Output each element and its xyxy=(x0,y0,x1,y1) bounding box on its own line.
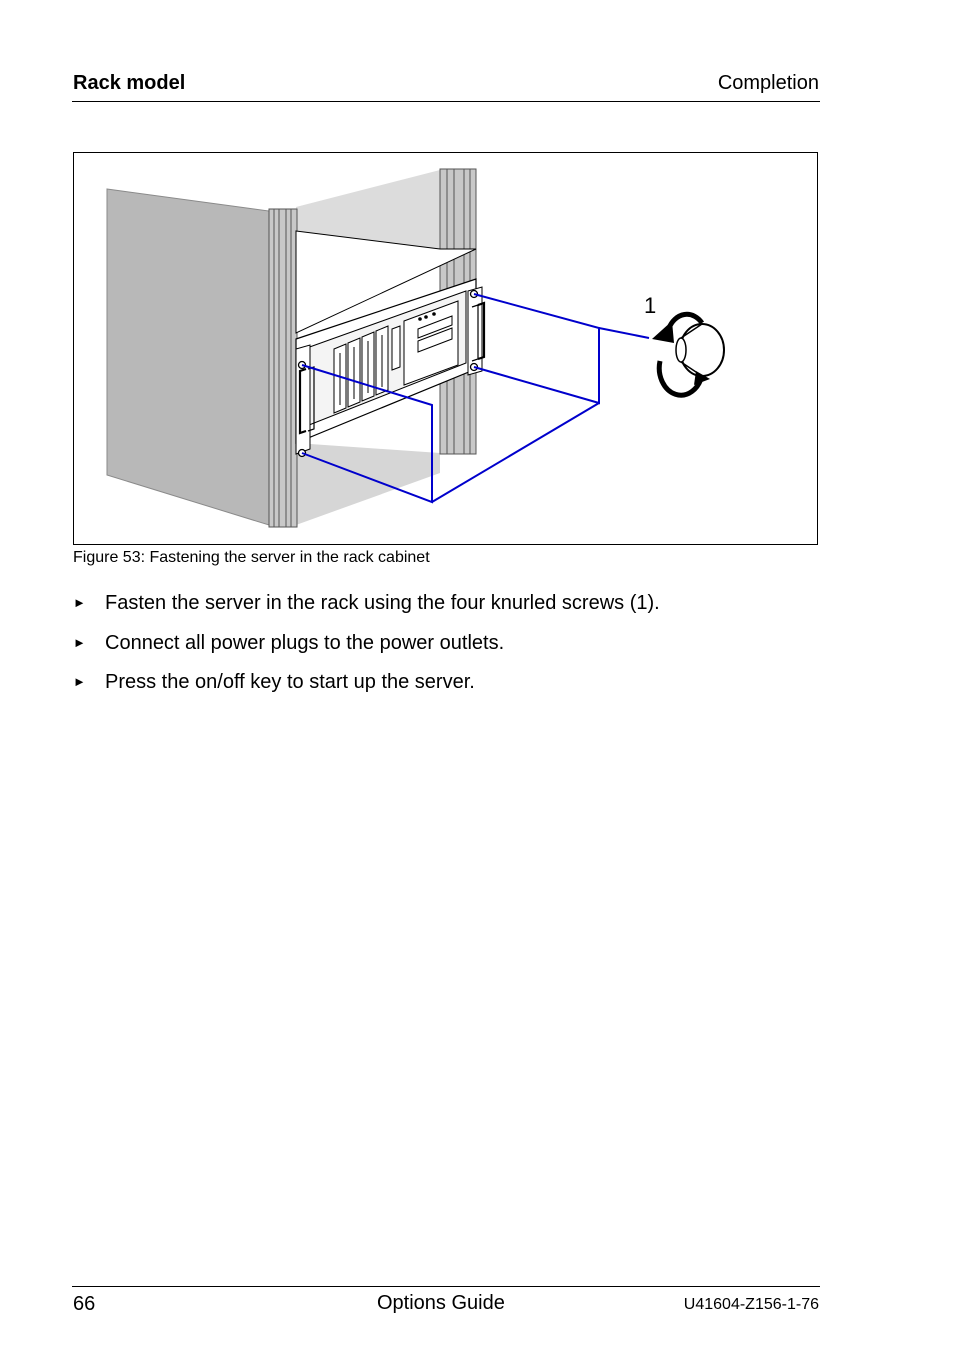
footer-divider xyxy=(72,1286,820,1287)
instruction-list xyxy=(73,590,833,709)
rack-side-panel xyxy=(107,189,269,525)
step-text: Press the on/off key to start up the server. xyxy=(105,671,475,693)
rack-server-illustration xyxy=(74,153,819,546)
figure-frame xyxy=(73,152,818,545)
document-id: U41604-Z156-1-76 xyxy=(683,1296,819,1313)
running-header-chapter: Completion xyxy=(717,72,819,94)
step-text: Connect all power plugs to the power outlets. xyxy=(105,631,505,654)
bullet-arrow-icon: ► xyxy=(73,595,86,610)
figure-caption: Figure 53: Fastening the server in the rack cabinet xyxy=(73,549,430,566)
list-item xyxy=(73,630,833,670)
rack-lower-panel xyxy=(296,443,440,525)
header-divider xyxy=(72,101,820,102)
rack-ear-right xyxy=(468,287,482,375)
page-number: 66 xyxy=(73,1293,96,1315)
bullet-arrow-icon: ► xyxy=(73,634,86,650)
callout-number: 1 xyxy=(644,293,657,318)
step-text: Fasten the server in the rack using the four knurled screws (1). xyxy=(105,592,660,614)
document-title: Options Guide xyxy=(377,1292,505,1314)
rack-rail-left xyxy=(269,209,297,527)
running-header-section: Rack model xyxy=(73,72,186,94)
knurled-screw-icon xyxy=(676,324,724,376)
list-item xyxy=(73,669,833,709)
bullet-arrow-icon: ► xyxy=(73,674,86,689)
list-item xyxy=(73,590,833,630)
